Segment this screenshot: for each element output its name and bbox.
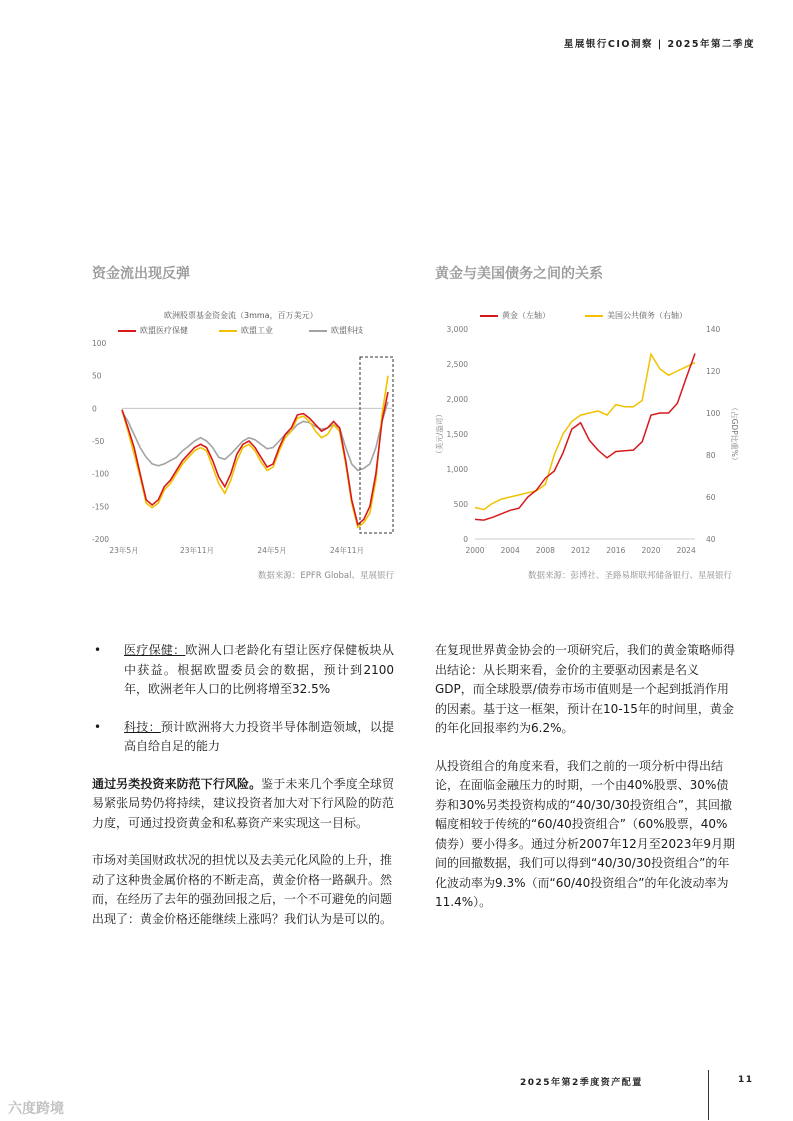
- legend-label-industrial: 欧盟工业: [241, 326, 273, 335]
- y-left-tick-label: 1,500: [446, 430, 468, 439]
- paragraph-alternatives-text: 鉴于未来几个季度全球贸易紧张局势仍将持续，建议投资者加大对下行风险的防范力度，可通过投资黄金和私募资产来实现这一目标。: [92, 776, 394, 830]
- bullet-healthcare: [92, 641, 394, 700]
- x-tick-label: 2012: [571, 546, 591, 555]
- bullet-text-healthcare: 欧洲人口老龄化有望让医疗保健板块从中获益。根据欧盟委员会的数据，预计到2100年，欧洲老年人口的比例将增至32.5%: [124, 643, 394, 696]
- series-line: [122, 376, 388, 528]
- legend-swatch-gray: [309, 330, 327, 332]
- y-tick-label: -150: [92, 502, 110, 512]
- series-line: [122, 402, 388, 471]
- legend-swatch-red: [118, 330, 136, 332]
- right-text-column: [435, 641, 735, 913]
- legend-label-tech: 欧盟科技: [331, 326, 363, 335]
- y-tick-label: -100: [92, 469, 110, 479]
- x-tick-label: 24年5月: [257, 546, 287, 555]
- bullet-label-tech: 科技：: [124, 719, 161, 734]
- y-left-tick-label: 2,500: [446, 360, 468, 369]
- legend-label-debt: 美国公共债务（右轴）: [607, 311, 687, 320]
- y-left-tick-label: 2,000: [446, 395, 468, 404]
- bullet-dot: •: [94, 643, 102, 657]
- bullet-dot: •: [94, 719, 102, 734]
- watermark-logo: 六度跨境: [8, 1101, 64, 1117]
- y-tick-label: 50: [92, 371, 102, 381]
- x-tick-label: 23年11月: [179, 546, 215, 555]
- x-tick-label: 2016: [606, 546, 626, 555]
- y-tick-label: -50: [92, 437, 105, 446]
- right-gold-debt-chart: [430, 320, 750, 560]
- page-header: 星展银行CIO洞察 | 2025年第二季度: [563, 39, 755, 50]
- left-chart-section-title: 资金流出现反弹: [92, 266, 190, 282]
- left-fund-flow-chart: [90, 335, 405, 560]
- bullet-tech: [92, 718, 394, 757]
- y-left-tick-label: 3,000: [446, 325, 468, 334]
- y-left-tick-label: 0: [463, 535, 468, 544]
- right-chart-source: 数据来源：彭博社、圣路易斯联邦储备银行、星展银行: [527, 571, 732, 581]
- legend-swatch-yellow: [585, 315, 603, 317]
- x-tick-label: 2024: [676, 546, 696, 555]
- y-right-tick-label: 100: [706, 409, 721, 418]
- y-right-tick-label: 80: [706, 451, 716, 460]
- legend-swatch-red: [480, 315, 498, 317]
- paragraph-portfolio: 从投资组合的角度来看，我们之前的一项分析中得出结论，在面临金融压力的时期，一个由40%股票、30%债券和30%另类投资构成的“40/30/30投资组合”，其回撤幅度相较于传统的“60/40投资组合”（60%股票，40%债券）要小得多。通过分析2007年12月至2023年9月期间的回撤数据，我们可以得到“40/30/30投资组合”的年化波动率为9.3%（而“60/40投资组合”的年化波动率为11.4%）。: [435, 758, 735, 909]
- footer-title: 2025年第2季度资产配置: [520, 1078, 643, 1088]
- y-right-tick-label: 120: [706, 367, 721, 376]
- legend-label-gold: 黄金（左轴）: [502, 311, 550, 320]
- x-tick-label: 24年11月: [329, 546, 365, 555]
- y-left-tick-label: 1,000: [446, 465, 468, 474]
- left-chart-title: 欧洲股票基金资金流（3mma，百万美元）: [164, 311, 318, 320]
- left-chart-source: 数据来源：EPFR Global、星展银行: [257, 571, 394, 581]
- right-chart-section-title: 黄金与美国债务之间的关系: [435, 266, 603, 282]
- x-tick-label: 2000: [465, 546, 485, 555]
- y-right-axis-label: （占GDP比重%）: [730, 403, 739, 465]
- left-text-column: [92, 641, 394, 929]
- x-tick-label: 23年5月: [109, 546, 139, 555]
- legend-swatch-yellow: [219, 330, 237, 332]
- y-tick-label: 0: [92, 404, 97, 414]
- paragraph-gold-outlook: 市场对美国财政状况的担忧以及去美元化风险的上升，推动了这种贵金属价格的不断走高，黄金价格一路飙升。然而，在经历了去年的强劲回报之后，一个不可避免的问题出现了：黄金价格还能继续上涨吗？我们认为是可以的。: [92, 853, 393, 926]
- page-number: 11: [738, 1075, 754, 1085]
- paragraph-alternatives-lead: 通过另类投资来防范下行风险。: [92, 776, 262, 791]
- x-tick-label: 2004: [500, 546, 520, 555]
- series-line: [475, 354, 695, 521]
- footer-divider: [708, 1070, 709, 1120]
- y-right-tick-label: 140: [706, 325, 721, 334]
- y-left-tick-label: 500: [453, 500, 468, 509]
- paragraph-alternatives: [92, 775, 394, 834]
- series-line: [122, 392, 388, 525]
- bullet-text-tech: 预计欧洲将大力投资半导体制造领域，以提高自给自足的能力: [124, 719, 394, 753]
- bullet-label-healthcare: 医疗保健：: [124, 643, 186, 657]
- y-right-tick-label: 60: [706, 493, 716, 502]
- y-tick-label: -200: [92, 535, 110, 544]
- y-right-tick-label: 40: [706, 535, 716, 544]
- y-left-axis-label: （美元/盎司）: [435, 410, 444, 458]
- legend-label-health: 欧盟医疗保健: [140, 326, 188, 335]
- paragraph-gold-driver: 在复现世界黄金协会的一项研究后，我们的黄金策略师得出结论：从长期来看，金价的主要驱动因素是名义GDP，而全球股票/债券市场市值则是一个起到抵消作用的因素。基于这一框架，预计在10-15年的时间里，黄金的年化回报率约为6.2%。: [435, 643, 736, 735]
- x-tick-label: 2020: [641, 546, 661, 555]
- x-tick-label: 2008: [535, 546, 555, 555]
- y-tick-label: 100: [92, 339, 107, 348]
